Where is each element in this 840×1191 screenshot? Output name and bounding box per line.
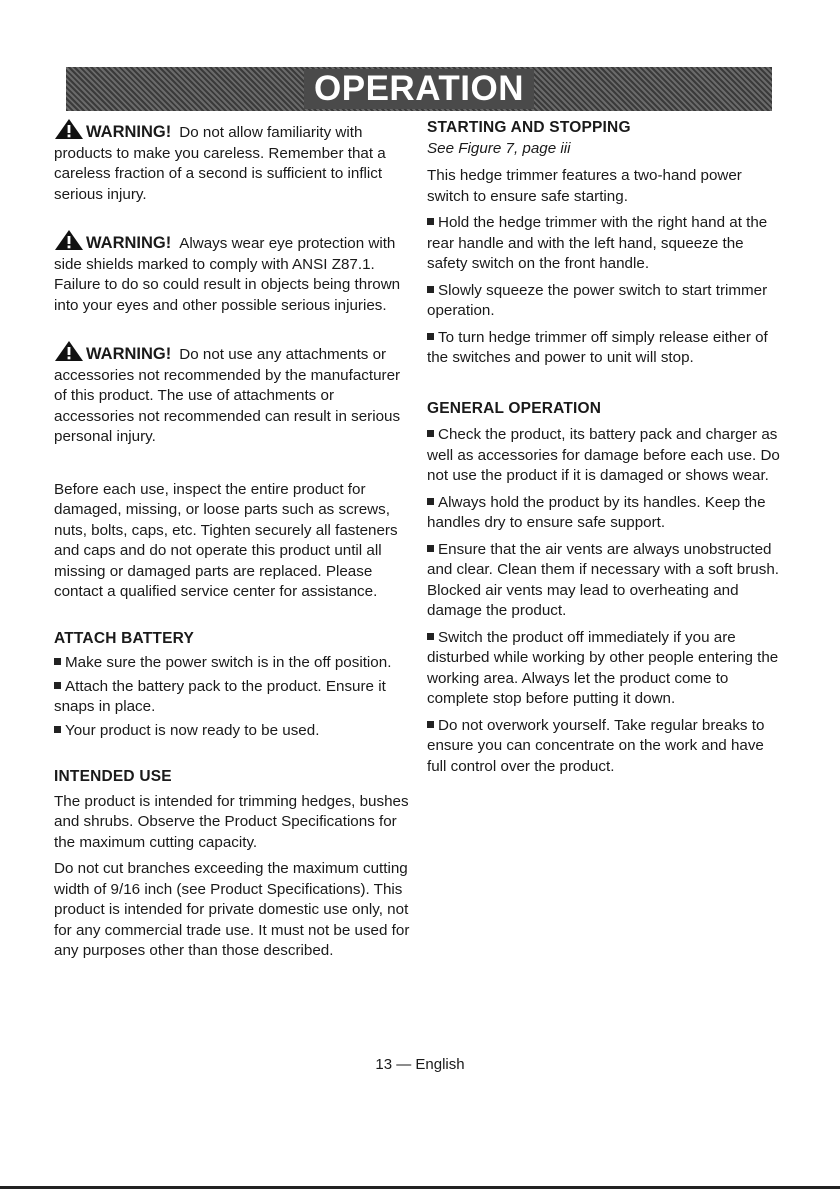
bullet-square-icon [427, 218, 434, 225]
bullet-square-icon [427, 721, 434, 728]
warning-block [54, 118, 414, 205]
warning-block [54, 340, 414, 448]
warning-text-first: Always wear eye [179, 235, 294, 252]
warning-label: WARNING! [86, 123, 172, 141]
general-operation-section [427, 399, 787, 778]
list-item: Make sure the power switch is in the off position. [54, 653, 414, 674]
warning-label: WARNING! [86, 345, 172, 363]
starting-stopping-section [427, 118, 787, 369]
section-heading: ATTACH BATTERY [54, 629, 194, 647]
list-item: To turn hedge trimmer off simply release either of the switches and power to unit will stop. [427, 328, 768, 366]
bullet-square-icon [427, 430, 434, 437]
page-title: OPERATION [304, 69, 534, 109]
section-banner [66, 67, 772, 111]
bullet-square-icon [54, 682, 61, 689]
attach-battery-section [54, 629, 414, 742]
warning-text-first: Do not use any [179, 346, 282, 363]
left-column [54, 118, 414, 966]
page-footer: 13 — English [375, 1056, 465, 1073]
list-item: Your product is now ready to be used. [54, 721, 414, 742]
bullet-square-icon [54, 726, 61, 733]
section-heading: STARTING AND STOPPING [427, 119, 631, 136]
warning-text: protection with side shields marked to comply with ANSI Z87.1. Failure to do so could result in objects being thrown into your eyes and other possible serious injuries. [54, 235, 401, 314]
list-item: Ensure that the air vents are always unobstructed and clear. Clean them if necessary with a soft brush. Blocked air vents may lead to overheating and damage the product. [427, 540, 780, 619]
warning-text: with products to make you careless. Remember that a careless fraction of a second is sufficient to inflict serious injury. [54, 124, 386, 203]
figure-reference: See Figure 7, page iii [427, 139, 571, 157]
list-item: Hold the hedge trimmer with the right hand at the rear handle and with the left hand, squeeze the safety switch on the front handle. [427, 214, 768, 272]
section-heading: INTENDED USE [54, 768, 172, 785]
warning-triangle-icon [54, 340, 84, 362]
warning-text: attachments or accessories not recommended by the manufacturer of this product. The use of attachments or accessories not recommended can result in serious personal injury. [54, 346, 401, 445]
bullet-square-icon [427, 545, 434, 552]
bullet-square-icon [427, 633, 434, 640]
right-column [427, 118, 787, 780]
list-item: Do not overwork yourself. Take regular breaks to ensure you can concentrate on the work and have full control over the product. [427, 716, 765, 775]
list-item: Slowly squeeze the power switch to start trimmer operation. [427, 281, 768, 319]
list-item: Always hold the product by its handles. Keep the handles dry to ensure safe support. [427, 493, 766, 531]
bullet-square-icon [427, 333, 434, 340]
warning-block [54, 229, 414, 316]
bullet-square-icon [427, 286, 434, 293]
list-item: Check the product, its battery pack and charger as well as accessories for damage before each use. Do not use the product if it is damaged or shows wear. [427, 426, 780, 484]
bullet-square-icon [54, 658, 61, 665]
intended-use-section [54, 767, 414, 962]
bottom-divider [0, 1186, 840, 1189]
bullet-square-icon [427, 498, 434, 505]
paragraph: This hedge trimmer features a two-hand power switch to ensure safe starting. [427, 167, 742, 205]
warning-text-first: Do not allow familiarity [179, 124, 332, 141]
list-item: Switch the product off immediately if you are disturbed while working by other people entering the working area. Always let the product come to complete stop before putting it down. [427, 628, 779, 707]
paragraph: The product is intended for trimming hedges, bushes and shrubs. Observe the Product Specifications for the maximum cutting capacity. [54, 792, 409, 851]
inspection-paragraph: Before each use, inspect the entire product for damaged, missing, or loose parts such as screws, nuts, bolts, caps, etc. Tighten securely all fasteners and caps and do not operate this product until all missing or damaged parts are replaced. Please contact a qualified service center for assistance. [54, 480, 398, 600]
warning-triangle-icon [54, 229, 84, 251]
list-item: Attach the battery pack to the product. Ensure it snaps in place. [54, 677, 386, 715]
paragraph: Do not cut branches exceeding the maximum cutting width of 9/16 inch (see Product Specifications). This product is intended for private domestic use only, not for any commercial trade use. It must not be used for any purposes other than those described. [54, 860, 410, 959]
warning-label: WARNING! [86, 234, 172, 252]
warning-triangle-icon [54, 118, 84, 140]
section-heading: GENERAL OPERATION [427, 399, 602, 417]
